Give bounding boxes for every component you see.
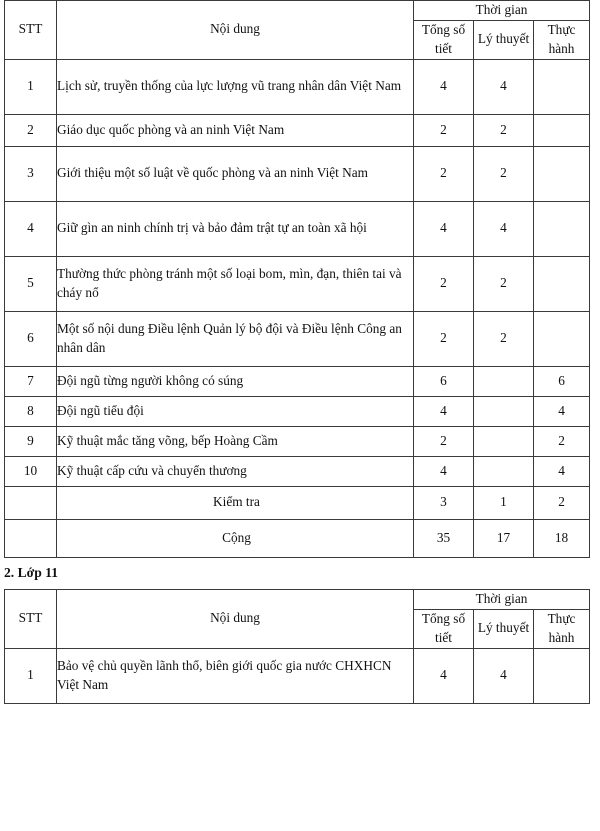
table-row	[5, 59, 590, 114]
cell-ly-thuyet: 2	[474, 256, 534, 311]
header-noi-dung: Nội dung	[57, 589, 414, 648]
schedule-table-lop-11-wrap	[0, 589, 600, 704]
cell-stt: 4	[5, 201, 57, 256]
cell-tong-so-tiet: 4	[414, 201, 474, 256]
cell-thuc-hanh: 2	[534, 426, 590, 456]
header-stt: STT	[5, 589, 57, 648]
header-thuc-hanh: Thực hành	[534, 20, 590, 59]
cell-noi-dung: Bảo vệ chủ quyền lãnh thổ, biên giới quốc gia nước CHXHCN Việt Nam	[57, 648, 414, 703]
cell-tong-so-tiet: 2	[414, 146, 474, 201]
cell-ly-thuyet: 4	[474, 201, 534, 256]
table-header	[5, 1, 590, 60]
header-ly-thuyet: Lý thuyết	[474, 609, 534, 648]
cell-stt: 6	[5, 311, 57, 366]
section-heading-lop-11: 2. Lớp 11	[4, 564, 58, 580]
cell-tong-so-tiet: 4	[414, 648, 474, 703]
cell-ly-thuyet: 1	[474, 486, 534, 519]
schedule-table-lop-10	[4, 0, 590, 558]
cell-stt: 3	[5, 146, 57, 201]
table-row	[5, 366, 590, 396]
cell-noi-dung: Kiểm tra	[57, 486, 414, 519]
cell-stt: 1	[5, 59, 57, 114]
cell-ly-thuyet: 17	[474, 519, 534, 557]
header-thoi-gian: Thời gian	[414, 1, 590, 21]
header-row-top	[5, 589, 590, 609]
cell-ly-thuyet	[474, 456, 534, 486]
header-ly-thuyet: Lý thuyết	[474, 20, 534, 59]
cell-thuc-hanh: 2	[534, 486, 590, 519]
header-stt: STT	[5, 1, 57, 60]
cell-stt	[5, 519, 57, 557]
cell-thuc-hanh	[534, 256, 590, 311]
cell-tong-so-tiet: 4	[414, 396, 474, 426]
table-row	[5, 201, 590, 256]
cell-thuc-hanh	[534, 59, 590, 114]
schedule-table-lop-11	[4, 589, 590, 704]
cell-tong-so-tiet: 2	[414, 426, 474, 456]
cell-tong-so-tiet: 6	[414, 366, 474, 396]
cell-stt: 8	[5, 396, 57, 426]
table-row	[5, 396, 590, 426]
table-header	[5, 589, 590, 648]
cell-stt	[5, 486, 57, 519]
cell-noi-dung: Thường thức phòng tránh một số loại bom, mìn, đạn, thiên tai và cháy nổ	[57, 256, 414, 311]
header-thuc-hanh: Thực hành	[534, 609, 590, 648]
cell-thuc-hanh: 4	[534, 456, 590, 486]
cell-stt: 2	[5, 114, 57, 146]
table-row	[5, 311, 590, 366]
cell-stt: 7	[5, 366, 57, 396]
cell-tong-so-tiet: 2	[414, 256, 474, 311]
table-row	[5, 146, 590, 201]
header-tong-so-tiet: Tổng số tiết	[414, 609, 474, 648]
cell-thuc-hanh	[534, 114, 590, 146]
cell-noi-dung: Kỹ thuật mắc tăng võng, bếp Hoàng Cầm	[57, 426, 414, 456]
cell-thuc-hanh: 6	[534, 366, 590, 396]
cell-stt: 10	[5, 456, 57, 486]
cell-ly-thuyet	[474, 426, 534, 456]
cell-ly-thuyet	[474, 366, 534, 396]
table-row	[5, 256, 590, 311]
cell-thuc-hanh	[534, 311, 590, 366]
cell-ly-thuyet: 4	[474, 59, 534, 114]
cell-tong-so-tiet: 35	[414, 519, 474, 557]
cell-noi-dung: Cộng	[57, 519, 414, 557]
cell-noi-dung: Kỹ thuật cấp cứu và chuyển thương	[57, 456, 414, 486]
cell-ly-thuyet: 2	[474, 311, 534, 366]
table-row	[5, 456, 590, 486]
table-row-total	[5, 519, 590, 557]
table-row-kiem-tra	[5, 486, 590, 519]
cell-tong-so-tiet: 4	[414, 456, 474, 486]
cell-thuc-hanh: 18	[534, 519, 590, 557]
cell-noi-dung: Đội ngũ từng người không có súng	[57, 366, 414, 396]
table-row	[5, 426, 590, 456]
cell-stt: 9	[5, 426, 57, 456]
cell-tong-so-tiet: 2	[414, 114, 474, 146]
cell-thuc-hanh	[534, 201, 590, 256]
cell-stt: 5	[5, 256, 57, 311]
cell-noi-dung: Đội ngũ tiểu đội	[57, 396, 414, 426]
table-row	[5, 114, 590, 146]
header-tong-so-tiet: Tổng số tiết	[414, 20, 474, 59]
cell-ly-thuyet: 2	[474, 146, 534, 201]
header-thoi-gian: Thời gian	[414, 589, 590, 609]
header-noi-dung: Nội dung	[57, 1, 414, 60]
cell-ly-thuyet: 4	[474, 648, 534, 703]
cell-tong-so-tiet: 4	[414, 59, 474, 114]
cell-thuc-hanh	[534, 146, 590, 201]
table-row	[5, 648, 590, 703]
cell-noi-dung: Lịch sử, truyền thống của lực lượng vũ trang nhân dân Việt Nam	[57, 59, 414, 114]
cell-noi-dung: Giáo dục quốc phòng và an ninh Việt Nam	[57, 114, 414, 146]
cell-ly-thuyet: 2	[474, 114, 534, 146]
cell-stt: 1	[5, 648, 57, 703]
table-body	[5, 648, 590, 703]
header-row-top	[5, 1, 590, 21]
cell-ly-thuyet	[474, 396, 534, 426]
cell-thuc-hanh: 4	[534, 396, 590, 426]
cell-noi-dung: Giới thiệu một số luật về quốc phòng và an ninh Việt Nam	[57, 146, 414, 201]
cell-noi-dung: Một số nội dung Điều lệnh Quản lý bộ đội và Điều lệnh Công an nhân dân	[57, 311, 414, 366]
cell-tong-so-tiet: 3	[414, 486, 474, 519]
cell-thuc-hanh	[534, 648, 590, 703]
cell-noi-dung: Giữ gìn an ninh chính trị và bảo đảm trật tự an toàn xã hội	[57, 201, 414, 256]
cell-tong-so-tiet: 2	[414, 311, 474, 366]
table-body	[5, 59, 590, 557]
